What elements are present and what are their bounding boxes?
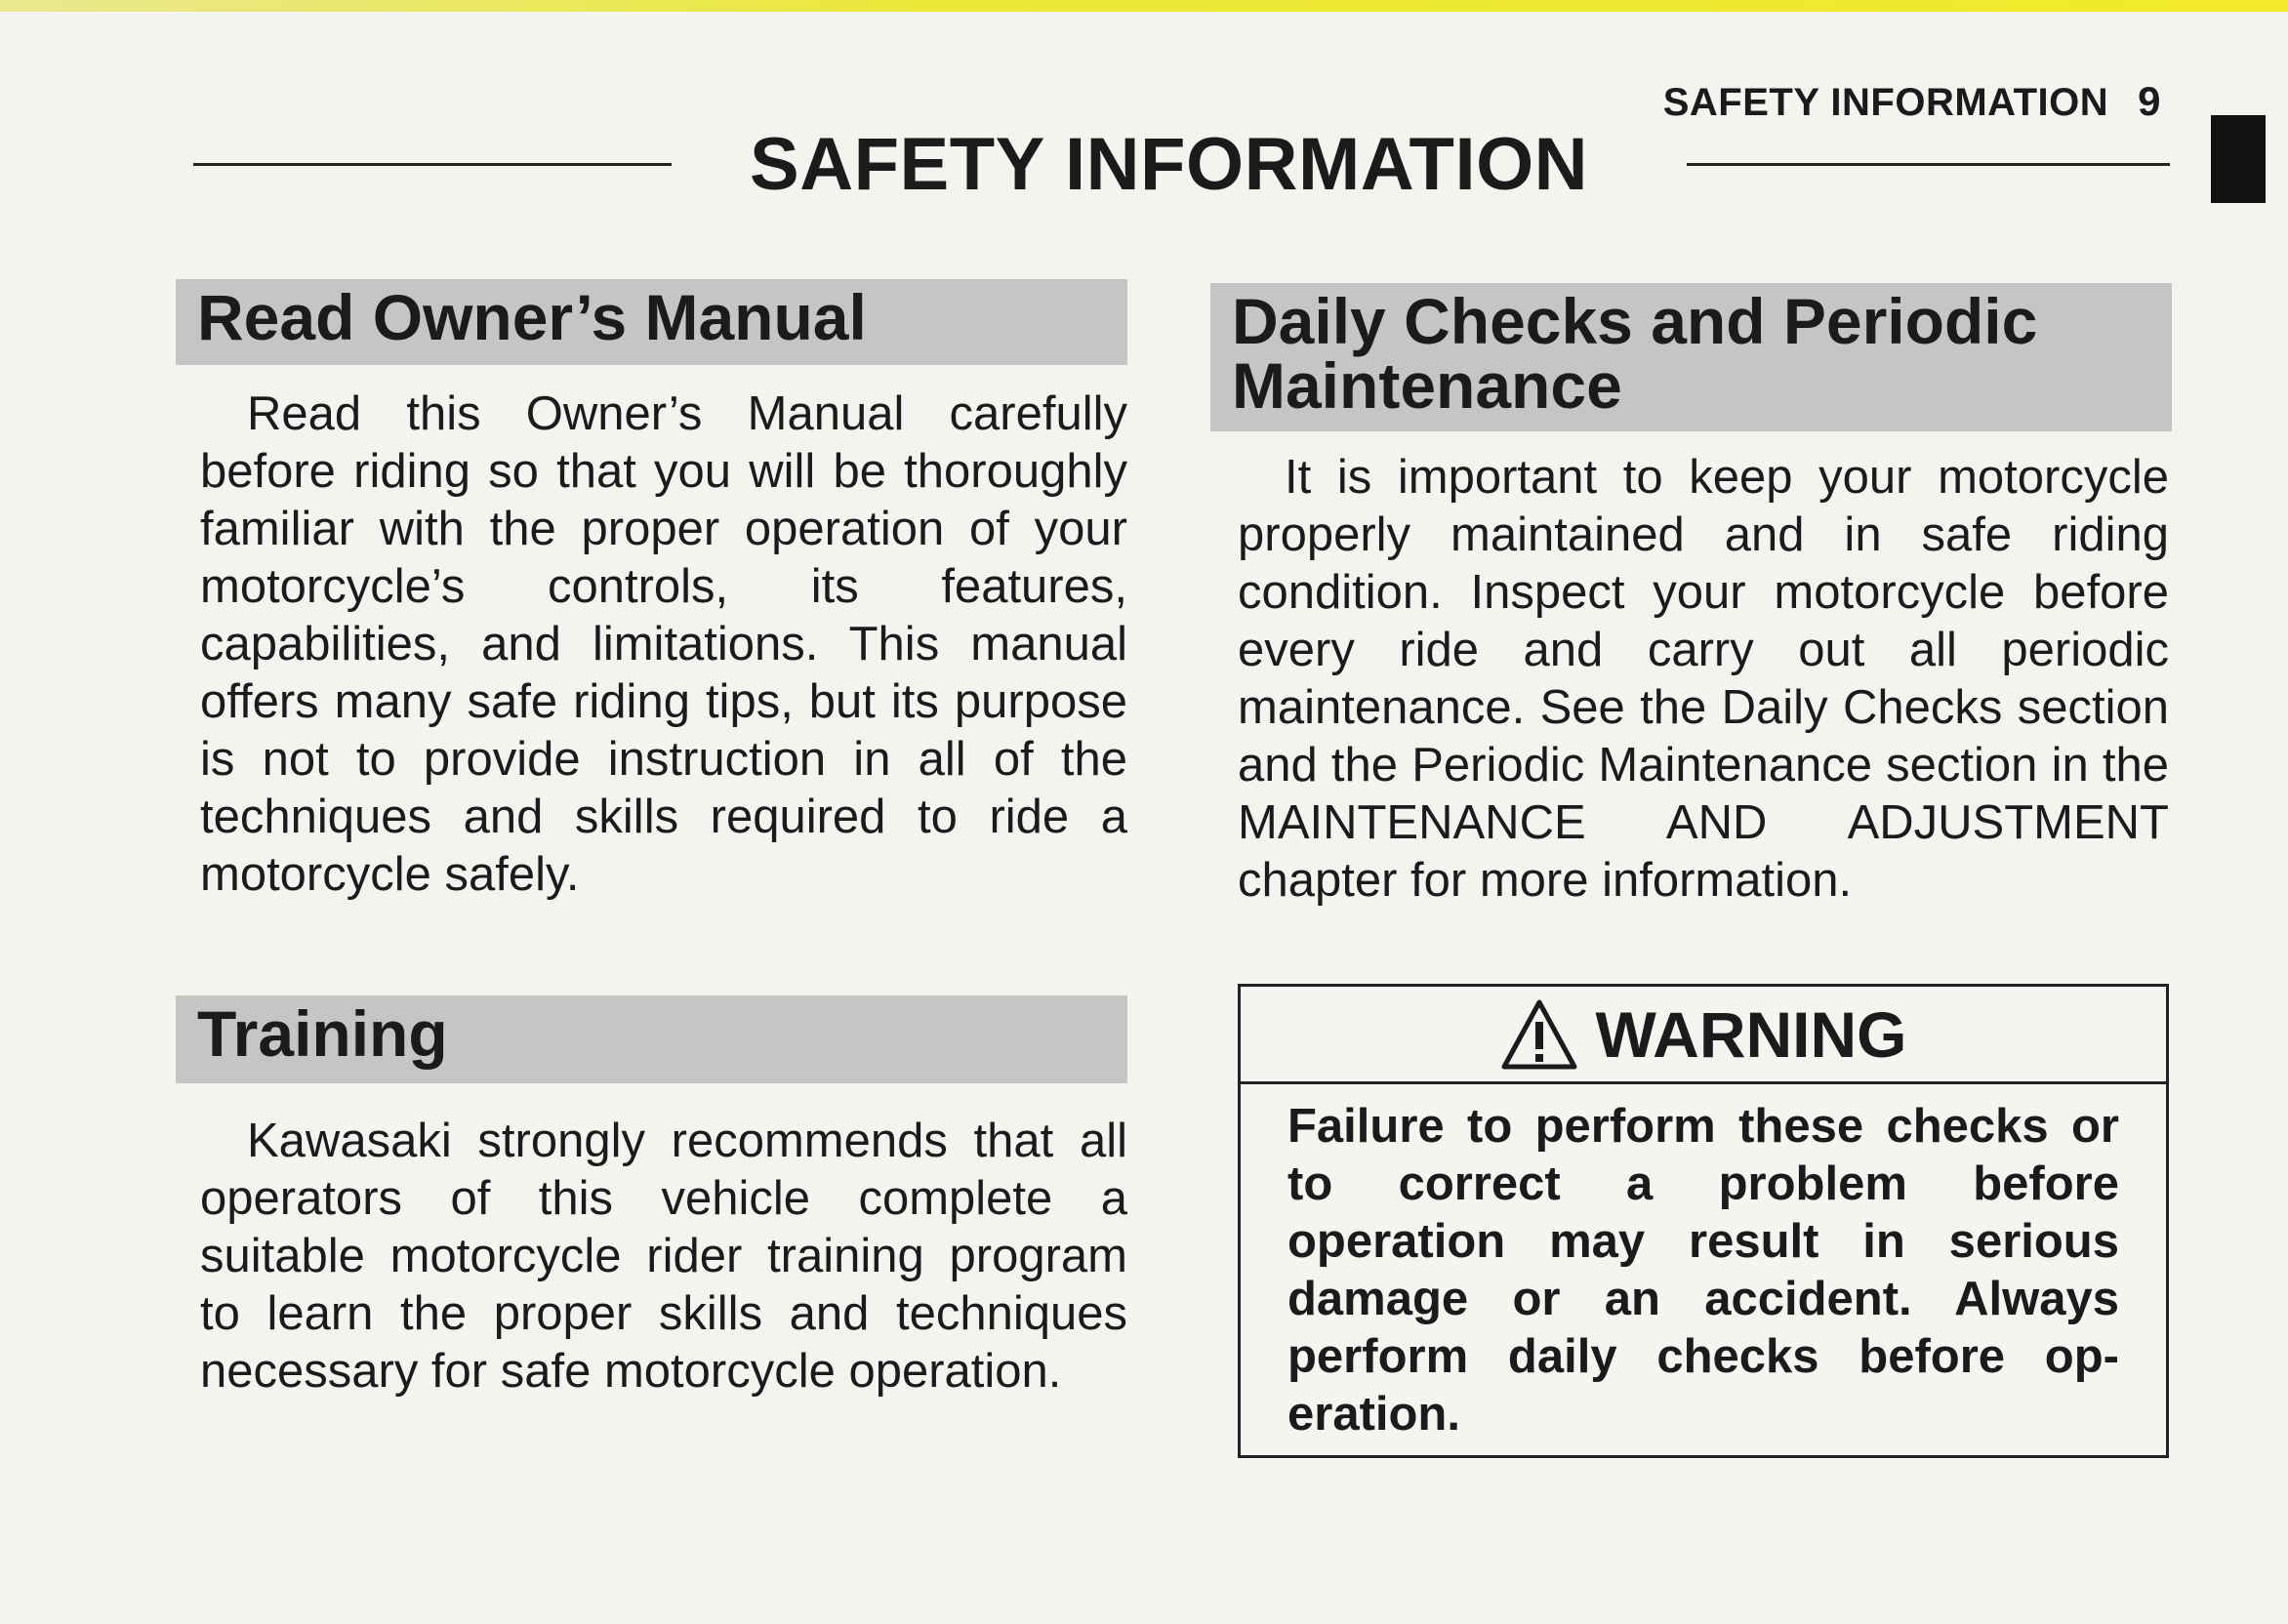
section-heading-line2: Maintenance: [1232, 349, 1622, 422]
section-heading-text: Training: [197, 997, 448, 1070]
section-body-daily-checks: [1238, 449, 2169, 910]
warning-triangle-icon: [1500, 998, 1578, 1071]
section-heading-text: Read Owner’s Manual: [197, 281, 867, 353]
page-number: 9: [2138, 78, 2161, 124]
section-heading-training: [176, 995, 1127, 1083]
section-heading-daily-checks: [1210, 283, 2172, 431]
title-rule-left: [193, 163, 672, 166]
chapter-thumb-tab: [2211, 115, 2266, 203]
section-heading-read-manual: [176, 279, 1127, 365]
paragraph-read-manual: Read this Owner’s Manual carefully before riding so that you will be thoroughly familiar with the proper operation of your motorcycle’s controls, its features, capabilities, and limitations. This manual offers many safe riding tips, but its purpose is not to provide instruction in all of the techniques and skills required to ride a motorcycle safely.: [200, 387, 1127, 901]
running-title: SAFETY INFORMATION: [1662, 81, 2109, 124]
warning-header: [1241, 987, 2166, 1084]
title-rule-right: [1687, 163, 2170, 166]
section-heading-line1: Daily Checks and Periodic: [1232, 285, 2038, 357]
section-body-training: [200, 1113, 1127, 1401]
warning-title: WARNING: [1595, 997, 1907, 1071]
section-body-read-manual: [200, 386, 1127, 904]
warning-box: [1238, 984, 2169, 1458]
chapter-title: SAFETY INFORMATION: [750, 123, 1589, 206]
page-edge-highlight: [0, 0, 2288, 12]
warning-text: Failure to perform these checks or to correct a problem before operation may result in serious damage or an accident. Always perform daily checks before operation.: [1287, 1100, 2119, 1441]
chapter-title-row: [193, 122, 2170, 220]
paragraph-daily-checks: It is important to keep your motorcycle properly maintained and in safe riding condition. Inspect your motorcycle before every ride and carry out all periodic maintenance. See the Daily Checks section and the Periodic Maintenance section in the MAINTENANCE AND ADJUSTMENT chapter for more information.: [1238, 451, 2169, 907]
running-header: [1663, 78, 2161, 125]
paragraph-training: Kawasaki strongly recommends that all operators of this vehicle complete a suitable motorcycle rider training program to learn the proper skills and techniques necessary for safe motorcycle operation.: [200, 1115, 1127, 1398]
